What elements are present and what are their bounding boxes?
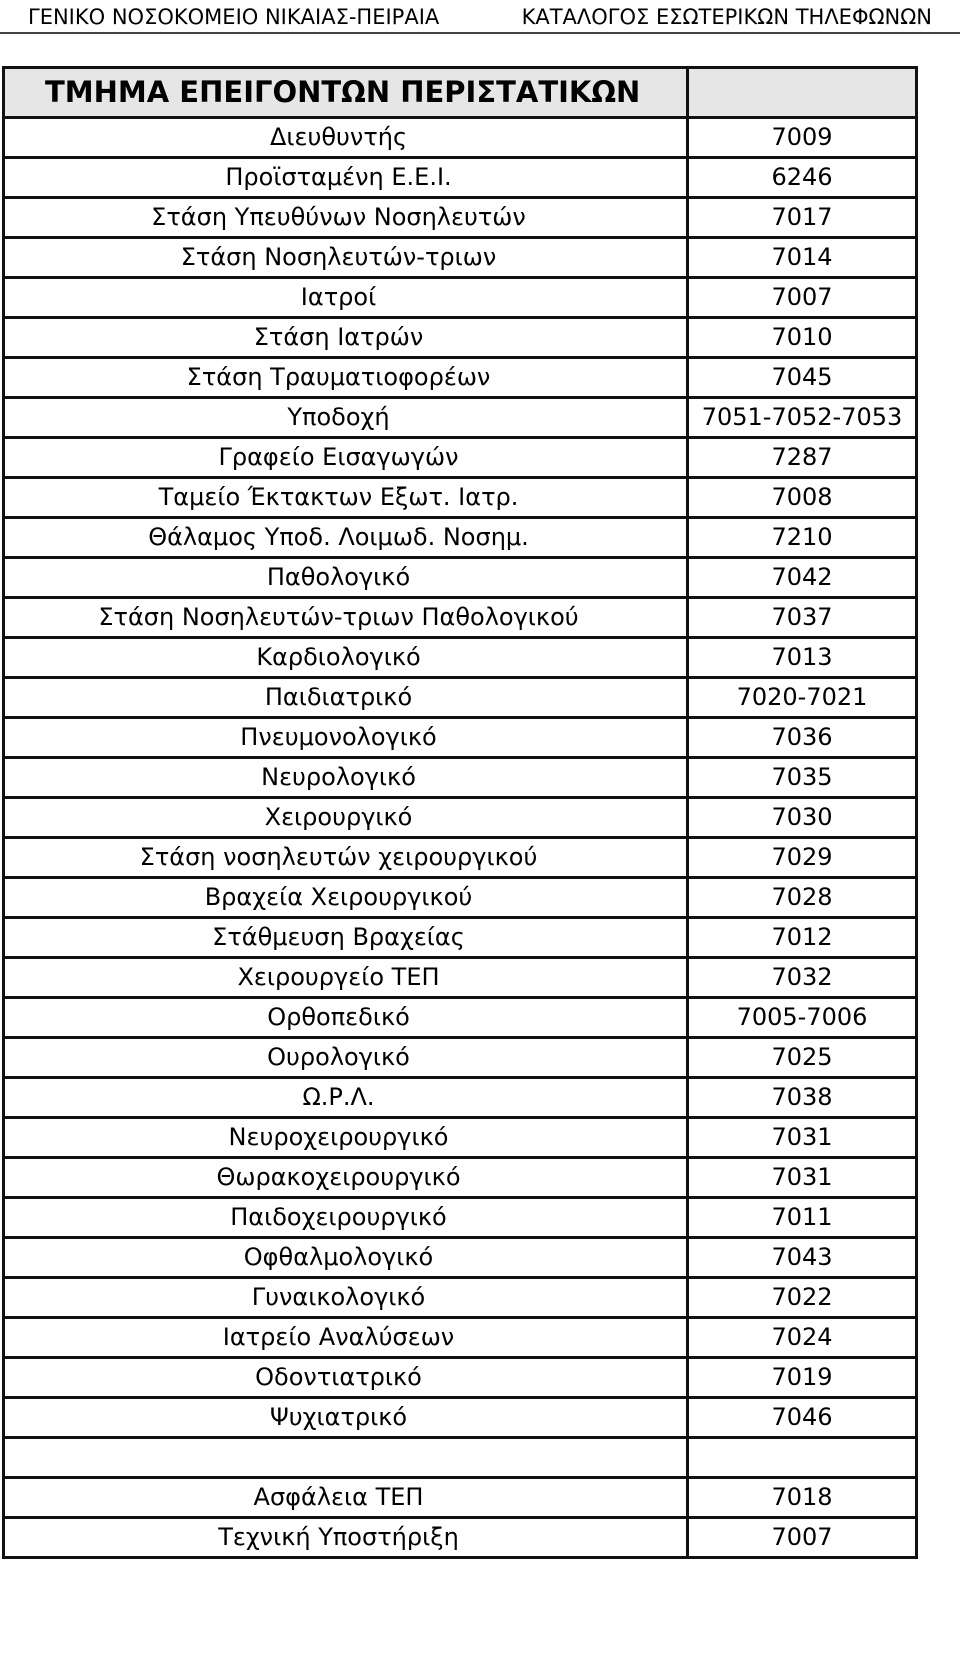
entry-name: Στάθμευση Βραχείας xyxy=(4,918,688,958)
entry-name: Ψυχιατρικό xyxy=(4,1398,688,1438)
entry-name: Καρδιολογικό xyxy=(4,638,688,678)
section-title: ΤΜΗΜΑ ΕΠΕΙΓΟΝΤΩΝ ΠΕΡΙΣΤΑΤΙΚΩΝ xyxy=(4,68,688,118)
entry-name: Ταμείο Έκτακτων Εξωτ. Ιατρ. xyxy=(4,478,688,518)
table-row xyxy=(4,598,917,638)
entry-phone: 7046 xyxy=(688,1398,917,1438)
entry-phone: 7007 xyxy=(688,1518,917,1558)
table-row xyxy=(4,438,917,478)
entry-phone: 7029 xyxy=(688,838,917,878)
entry-name: Γραφείο Εισαγωγών xyxy=(4,438,688,478)
entry-phone: 7008 xyxy=(688,478,917,518)
entry-phone: 7036 xyxy=(688,718,917,758)
entry-phone: 7051-7052-7053 xyxy=(688,398,917,438)
entry-name: Στάση Νοσηλευτών-τριων xyxy=(4,238,688,278)
entry-phone: 7042 xyxy=(688,558,917,598)
table-row xyxy=(4,478,917,518)
entry-name: Στάση Υπευθύνων Νοσηλευτών xyxy=(4,198,688,238)
entry-name: Θωρακοχειρουργικό xyxy=(4,1158,688,1198)
entry-phone: 7287 xyxy=(688,438,917,478)
catalog-title: ΚΑΤΑΛΟΓΟΣ ΕΣΩΤΕΡΙΚΩΝ ΤΗΛΕΦΩΝΩΝ xyxy=(521,5,932,29)
table-row xyxy=(4,1358,917,1398)
directory-body xyxy=(4,68,917,1558)
table-row xyxy=(4,1078,917,1118)
table-row xyxy=(4,998,917,1038)
entry-phone: 7025 xyxy=(688,1038,917,1078)
entry-name: Ορθοπεδικό xyxy=(4,998,688,1038)
entry-phone: 7010 xyxy=(688,318,917,358)
entry-name: Παιδιατρικό xyxy=(4,678,688,718)
table-row xyxy=(4,1278,917,1318)
entry-phone: 7210 xyxy=(688,518,917,558)
entry-phone: 7024 xyxy=(688,1318,917,1358)
table-row xyxy=(4,1518,917,1558)
table-row xyxy=(4,358,917,398)
entry-name: Στάση νοσηλευτών χειρουργικού xyxy=(4,838,688,878)
table-row xyxy=(4,1038,917,1078)
entry-name: Νευροχειρουργικό xyxy=(4,1118,688,1158)
table-row xyxy=(4,1398,917,1438)
entry-phone: 7032 xyxy=(688,958,917,998)
entry-phone: 7011 xyxy=(688,1198,917,1238)
entry-name: Οδοντιατρικό xyxy=(4,1358,688,1398)
entry-name: Παιδοχειρουργικό xyxy=(4,1198,688,1238)
table-row xyxy=(4,1158,917,1198)
table-row xyxy=(4,1118,917,1158)
entry-phone: 7043 xyxy=(688,1238,917,1278)
entry-name: Ω.Ρ.Λ. xyxy=(4,1078,688,1118)
entry-name: Ιατροί xyxy=(4,278,688,318)
table-row xyxy=(4,318,917,358)
table-row xyxy=(4,1478,917,1518)
table-row xyxy=(4,1318,917,1358)
entry-phone: 7045 xyxy=(688,358,917,398)
entry-phone: 7017 xyxy=(688,198,917,238)
table-row xyxy=(4,918,917,958)
table-row xyxy=(4,838,917,878)
table-row xyxy=(4,678,917,718)
entry-phone: 7009 xyxy=(688,118,917,158)
entry-name: Θάλαμος Υποδ. Λοιμωδ. Νοσημ. xyxy=(4,518,688,558)
entry-phone: 7031 xyxy=(688,1118,917,1158)
table-row xyxy=(4,798,917,838)
table-row xyxy=(4,198,917,238)
table-row xyxy=(4,878,917,918)
entry-name: Χειρουργικό xyxy=(4,798,688,838)
entry-name: Υποδοχή xyxy=(4,398,688,438)
table-row xyxy=(4,278,917,318)
entry-name: Βραχεία Χειρουργικού xyxy=(4,878,688,918)
table-row xyxy=(4,558,917,598)
table-row xyxy=(4,1238,917,1278)
entry-phone: 7037 xyxy=(688,598,917,638)
entry-name: Στάση Τραυματιοφορέων xyxy=(4,358,688,398)
entry-phone: 7035 xyxy=(688,758,917,798)
entry-name: Χειρουργείο ΤΕΠ xyxy=(4,958,688,998)
entry-phone: 7031 xyxy=(688,1158,917,1198)
entry-name: Ιατρείο Αναλύσεων xyxy=(4,1318,688,1358)
entry-name: Τεχνική Υποστήριξη xyxy=(4,1518,688,1558)
entry-phone: 7012 xyxy=(688,918,917,958)
entry-phone: 7030 xyxy=(688,798,917,838)
entry-phone: 7007 xyxy=(688,278,917,318)
table-row xyxy=(4,1198,917,1238)
table-row xyxy=(4,238,917,278)
blank-cell xyxy=(4,1438,688,1478)
entry-phone: 7018 xyxy=(688,1478,917,1518)
entry-phone: 7022 xyxy=(688,1278,917,1318)
entry-phone: 7005-7006 xyxy=(688,998,917,1038)
entry-phone: 7014 xyxy=(688,238,917,278)
entry-name: Ουρολογικό xyxy=(4,1038,688,1078)
table-row xyxy=(4,158,917,198)
page-header xyxy=(0,0,960,34)
entry-phone: 7038 xyxy=(688,1078,917,1118)
section-header-row xyxy=(4,68,917,118)
hospital-name: ΓΕΝΙΚΟ ΝΟΣΟΚΟΜΕΙΟ ΝΙΚΑΙΑΣ-ΠΕΙΡΑΙΑ xyxy=(28,5,440,29)
entry-name: Πνευμονολογικό xyxy=(4,718,688,758)
entry-name: Γυναικολογικό xyxy=(4,1278,688,1318)
entry-name: Στάση Νοσηλευτών-τριων Παθολογικού xyxy=(4,598,688,638)
entry-phone: 7013 xyxy=(688,638,917,678)
table-row xyxy=(4,118,917,158)
entry-name: Νευρολογικό xyxy=(4,758,688,798)
entry-phone: 6246 xyxy=(688,158,917,198)
table-row xyxy=(4,638,917,678)
entry-name: Διευθυντής xyxy=(4,118,688,158)
section-header-empty xyxy=(688,68,917,118)
entry-name: Παθολογικό xyxy=(4,558,688,598)
entry-name: Ασφάλεια ΤΕΠ xyxy=(4,1478,688,1518)
entry-phone: 7019 xyxy=(688,1358,917,1398)
table-row xyxy=(4,518,917,558)
entry-phone: 7020-7021 xyxy=(688,678,917,718)
entry-phone: 7028 xyxy=(688,878,917,918)
entry-name: Οφθαλμολογικό xyxy=(4,1238,688,1278)
entry-name: Προϊσταμένη Ε.Ε.Ι. xyxy=(4,158,688,198)
entry-name: Στάση Ιατρών xyxy=(4,318,688,358)
table-row xyxy=(4,718,917,758)
blank-row xyxy=(4,1438,917,1478)
table-row xyxy=(4,958,917,998)
blank-cell xyxy=(688,1438,917,1478)
table-row xyxy=(4,398,917,438)
phone-directory-table xyxy=(2,66,918,1559)
table-row xyxy=(4,758,917,798)
